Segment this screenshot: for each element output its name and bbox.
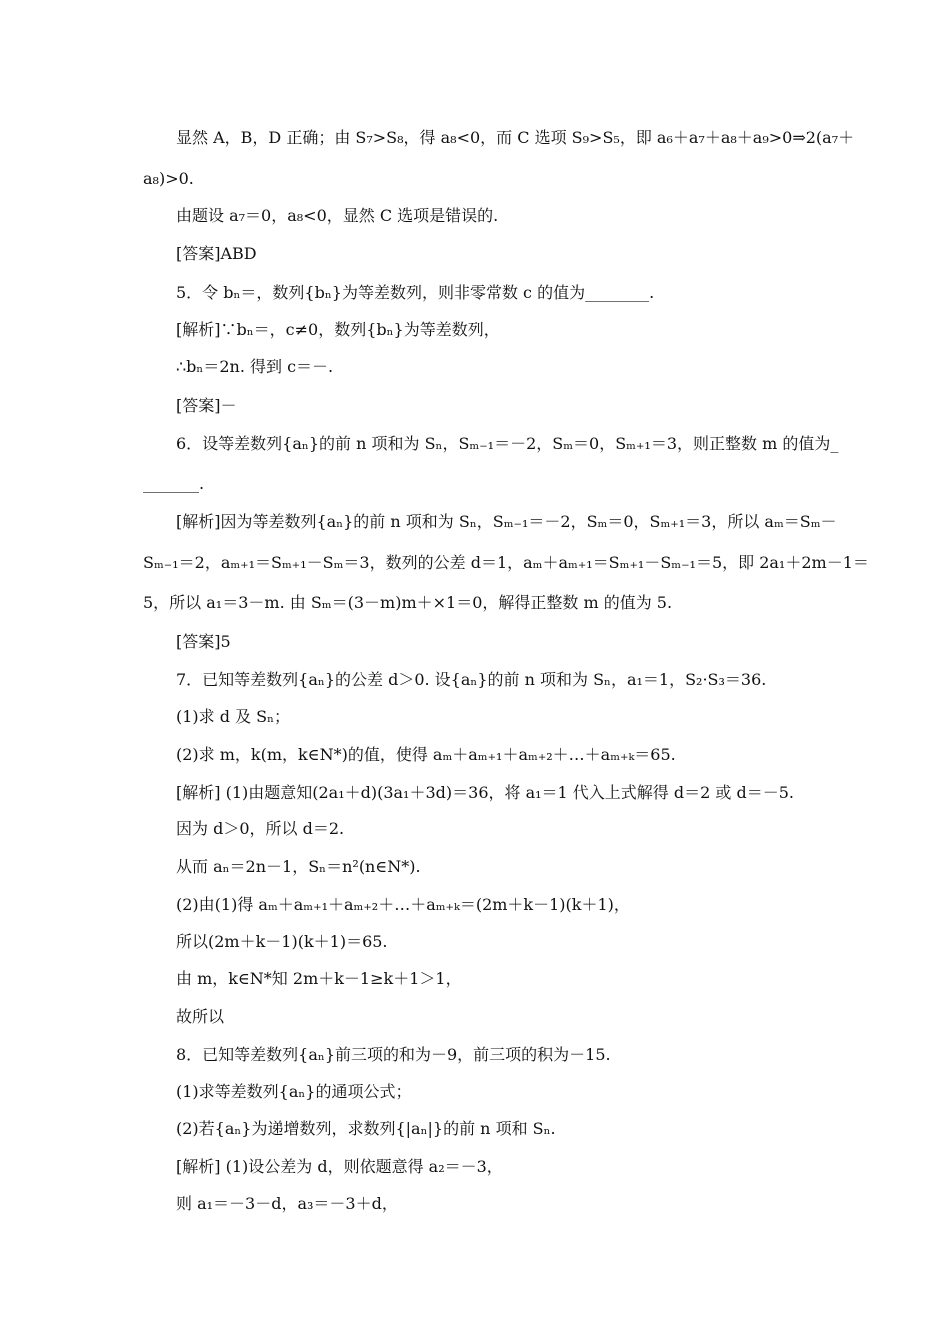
text-line: 由 m，k∈N*知 2m＋k－1≥k＋1＞1， [176,969,462,988]
text-line: [答案]5 [176,632,231,651]
text-line: 6．设等差数列{aₙ}的前 n 项和为 Sₙ，Sₘ₋₁＝－2，Sₘ＝0，Sₘ₊₁＝3，则正整数 m 的值为_ [176,434,839,453]
text-line: (1)求 d 及 Sₙ； [176,707,291,726]
text-line: 显然 A，B，D 正确；由 S₇>S₈，得 a₈<0，而 C 选项 S₉>S₅，即 a₆＋a₇＋a₈＋a₉>0⇒2(a₇＋ [176,128,855,147]
text-line: Sₘ₋₁＝2，aₘ₊₁＝Sₘ₊₁－Sₘ＝3，数列的公差 d＝1，aₘ＋aₘ₊₁＝Sₘ₊₁－Sₘ₋₁＝5，即 2a₁＋2m－1＝ [143,553,869,572]
text-line: [解析]因为等差数列{aₙ}的前 n 项和为 Sₙ，Sₘ₋₁＝－2，Sₘ＝0，Sₘ₊₁＝3，所以 aₘ＝Sₘ－ [176,512,837,531]
text-line: (2)由(1)得 aₘ＋aₘ₊₁＋aₘ₊₂＋…＋aₘ₊ₖ＝(2m＋k－1)(k＋1)， [176,895,630,914]
text-line: 所以(2m＋k－1)(k＋1)＝65. [176,932,388,951]
text-line: 故所以 [176,1007,225,1026]
text-line: (1)求等差数列{aₙ}的通项公式； [176,1082,412,1101]
text-line: [解析]∵bₙ＝，c≠0，数列{bₙ}为等差数列， [176,320,500,339]
text-line: ∴bₙ＝2n. 得到 c＝－. [176,357,334,376]
text-line: [答案]－ [176,396,237,415]
text-line: [解析] (1)设公差为 d，则依题意得 a₂＝－3， [176,1157,503,1176]
text-line: 从而 aₙ＝2n－1，Sₙ＝n²(n∈N*). [176,857,421,876]
text-line: _______. [143,474,205,493]
text-line: 则 a₁＝－3－d，a₃＝－3＋d， [176,1194,398,1213]
text-line: (2)若{aₙ}为递增数列，求数列{|aₙ|}的前 n 项和 Sₙ. [176,1119,556,1138]
text-line: 因为 d＞0，所以 d＝2. [176,819,345,838]
text-line: 8．已知等差数列{aₙ}前三项的和为－9，前三项的积为－15. [176,1045,611,1064]
text-line: 7．已知等差数列{aₙ}的公差 d＞0. 设{aₙ}的前 n 项和为 Sₙ，a₁＝1，S₂·S₃＝36. [176,670,767,689]
text-line: [解析] (1)由题意知(2a₁＋d)(3a₁＋3d)＝36，将 a₁＝1 代入上式解得 d＝2 或 d＝－5. [176,783,794,802]
text-line: 由题设 a₇＝0，a₈<0，显然 C 选项是错误的. [176,206,499,225]
text-line: 5．令 bₙ＝，数列{bₙ}为等差数列，则非零常数 c 的值为________. [176,283,655,302]
text-line: a₈)>0. [143,169,194,188]
text-line: (2)求 m，k(m，k∈N*)的值，使得 aₘ＋aₘ₊₁＋aₘ₊₂＋…＋aₘ₊ₖ＝65. [176,745,676,764]
text-line: [答案]ABD [176,244,257,263]
text-line: 5，所以 a₁＝3－m. 由 Sₘ＝(3－m)m＋×1＝0，解得正整数 m 的值为 5. [143,593,673,612]
